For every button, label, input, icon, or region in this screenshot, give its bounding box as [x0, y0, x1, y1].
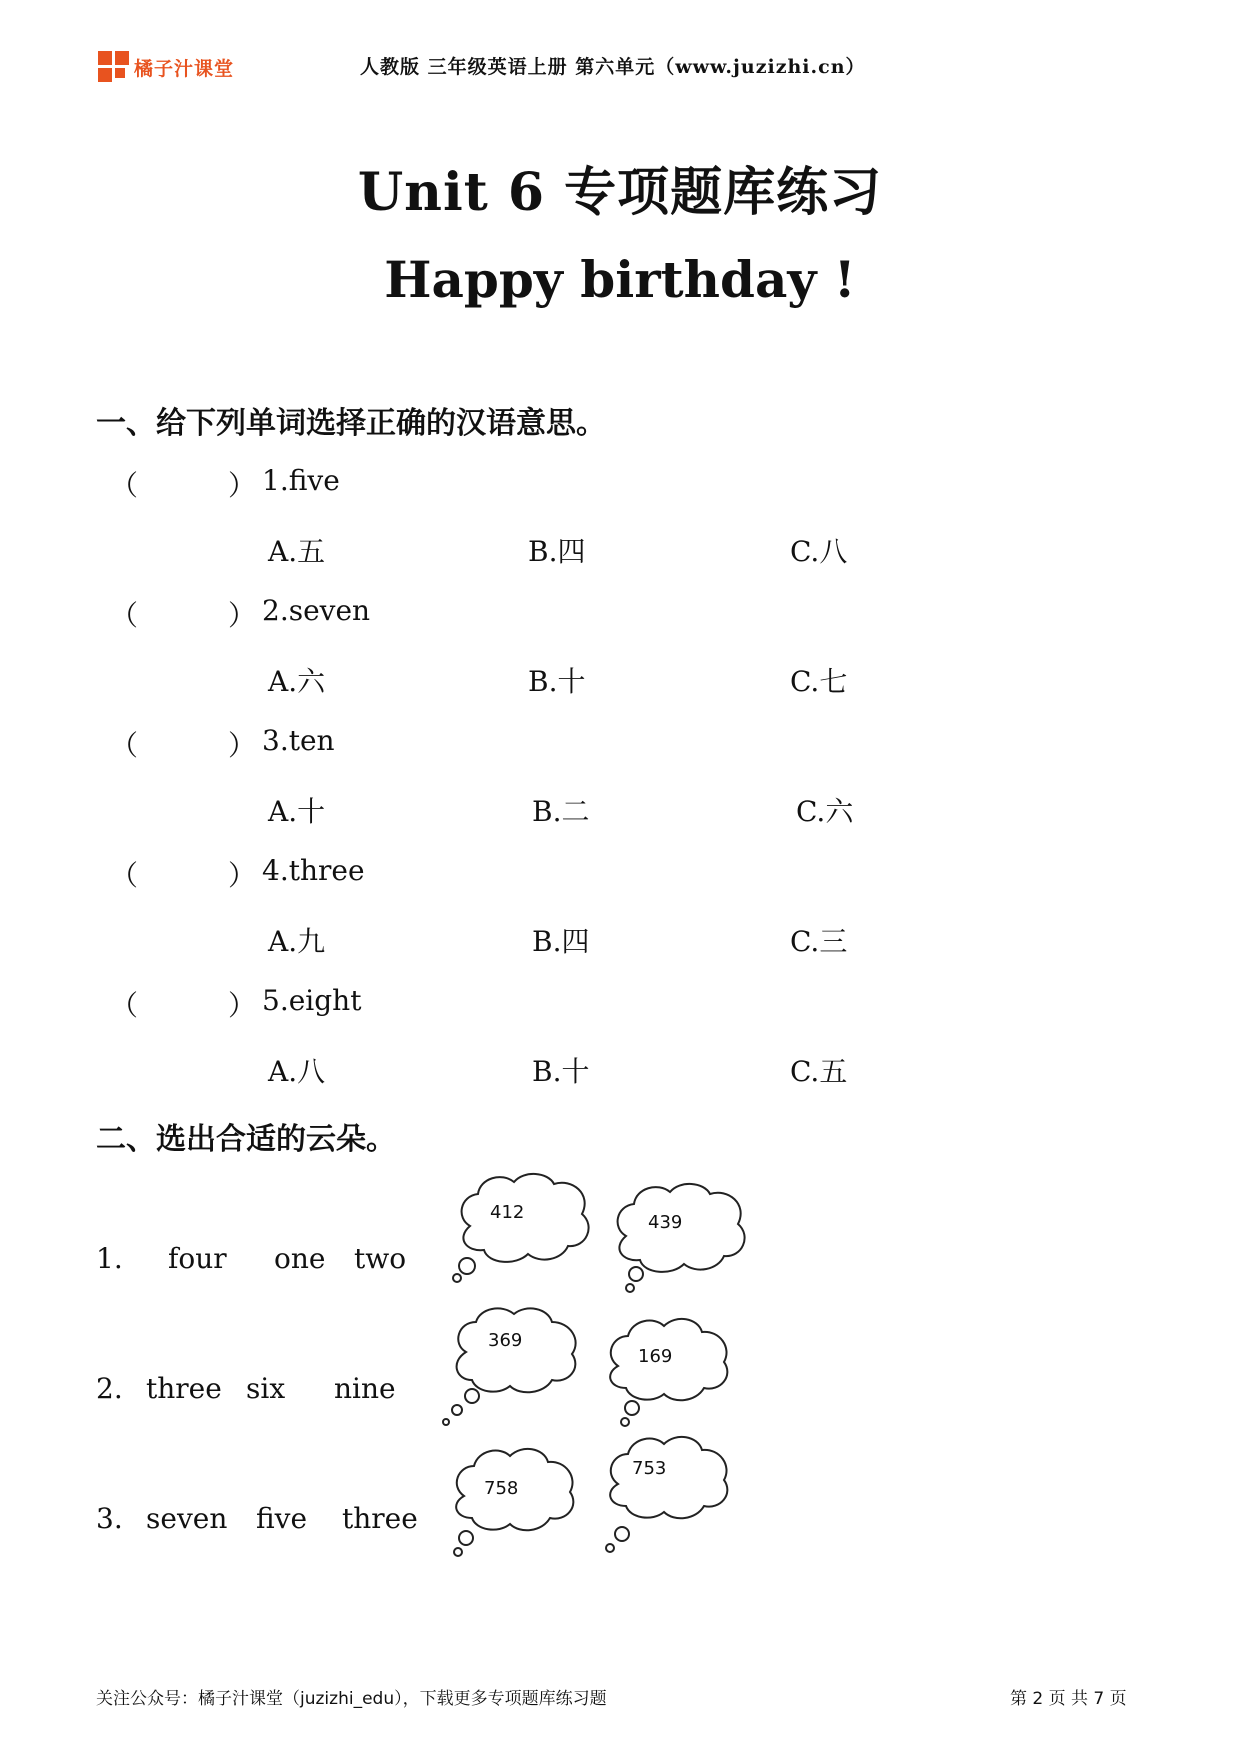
page-indicator: 第 2 页 共 7 页	[1010, 1689, 1127, 1709]
footer-text: 关注公众号：橘子汁课堂（juzizhi_edu），下载更多专项题库练习题	[96, 1689, 607, 1709]
answer-paren-open: （	[110, 599, 139, 632]
cloud-option[interactable]	[436, 1300, 586, 1440]
word-1: seven	[146, 1502, 228, 1535]
row-number: 2.	[96, 1372, 123, 1405]
thought-cloud-icon	[604, 1178, 754, 1298]
section2-heading: 二、选出合适的云朵。	[96, 1122, 396, 1157]
word-2: five	[256, 1502, 308, 1535]
option-b: B.四	[532, 925, 590, 958]
answer-paren-open: （	[110, 859, 139, 892]
thought-cloud-icon	[598, 1430, 738, 1562]
document-label: 人教版 三年级英语上册 第六单元（www.juzizhi.cn）	[360, 56, 866, 78]
row-number: 1.	[96, 1242, 123, 1275]
thought-cloud-icon	[448, 1168, 598, 1288]
option-c: C.八	[790, 535, 848, 568]
word-3: three	[342, 1502, 418, 1535]
section1-heading: 一、给下列单词选择正确的汉语意思。	[96, 406, 606, 441]
row-number: 3.	[96, 1502, 123, 1535]
option-b: B.十	[528, 665, 586, 698]
cloud-option[interactable]	[448, 1168, 598, 1288]
word-3: two	[354, 1242, 407, 1275]
option-a: A.六	[268, 665, 326, 698]
thought-cloud-icon	[598, 1310, 738, 1440]
answer-paren-close: ）	[228, 729, 257, 762]
cloud-number: 369	[488, 1330, 523, 1351]
option-c: C.七	[790, 665, 848, 698]
cloud-option[interactable]	[598, 1310, 738, 1440]
option-b: B.十	[532, 1055, 590, 1088]
word-1: three	[146, 1372, 222, 1405]
word-2: six	[246, 1372, 286, 1405]
cloud-number: 169	[638, 1346, 673, 1367]
question-word: 1.five	[262, 464, 340, 497]
answer-paren-close: ）	[228, 989, 257, 1022]
question-word: 3.ten	[262, 724, 335, 757]
question-word: 2.seven	[262, 594, 371, 627]
cloud-number: 439	[648, 1212, 683, 1233]
answer-paren-close: ）	[228, 859, 257, 892]
cloud-number: 753	[632, 1458, 667, 1479]
page-header	[98, 44, 1158, 84]
option-a: A.九	[268, 925, 326, 958]
cloud-option[interactable]	[444, 1440, 584, 1562]
page-subtitle: Happy birthday !	[384, 250, 856, 309]
cloud-number: 758	[484, 1478, 519, 1499]
answer-paren-close: ）	[228, 469, 257, 502]
option-b: B.四	[528, 535, 586, 568]
logo-icon	[98, 51, 130, 83]
option-a: A.十	[268, 795, 326, 828]
word-2: one	[274, 1242, 326, 1275]
cloud-option[interactable]	[598, 1430, 738, 1562]
option-a: A.五	[268, 535, 326, 568]
option-c: C.三	[790, 925, 848, 958]
thought-cloud-icon	[444, 1440, 584, 1562]
brand-logo	[98, 50, 234, 84]
page-title: Unit 6 专项题库练习	[357, 162, 883, 223]
answer-paren-open: （	[110, 989, 139, 1022]
option-b: B.二	[532, 795, 590, 828]
word-1: four	[168, 1242, 227, 1275]
cloud-option[interactable]	[604, 1178, 754, 1298]
word-3: nine	[334, 1372, 396, 1405]
answer-paren-open: （	[110, 729, 139, 762]
logo-text: 橘子汁课堂	[134, 57, 235, 80]
option-c: C.五	[790, 1055, 848, 1088]
thought-cloud-icon	[436, 1300, 586, 1440]
option-a: A.八	[268, 1055, 326, 1088]
answer-paren-close: ）	[228, 599, 257, 632]
cloud-number: 412	[490, 1202, 525, 1223]
question-word: 5.eight	[262, 984, 362, 1017]
answer-paren-open: （	[110, 469, 139, 502]
option-c: C.六	[796, 795, 854, 828]
question-word: 4.three	[262, 854, 365, 887]
